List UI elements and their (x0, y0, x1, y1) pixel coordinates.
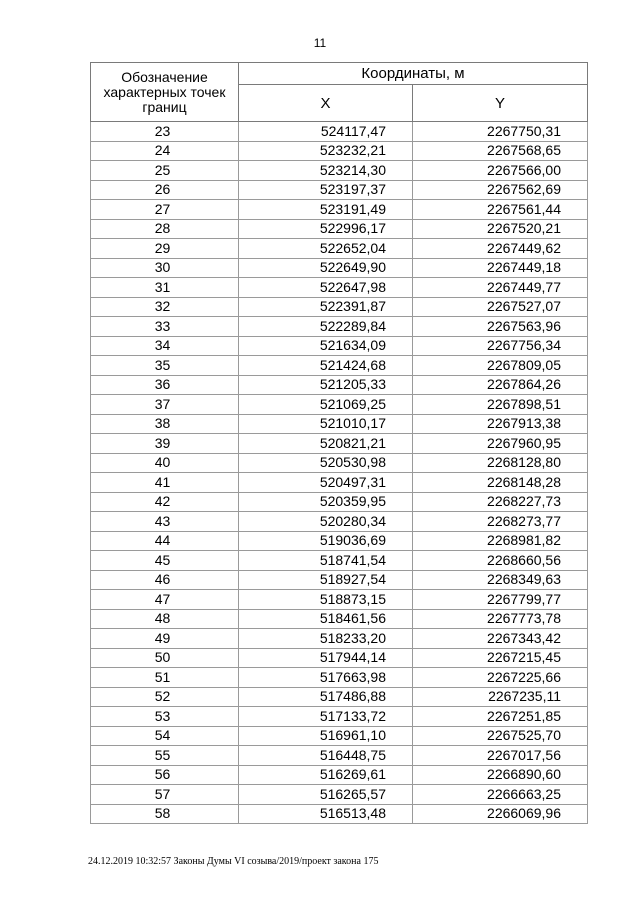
table-row (91, 356, 588, 376)
table-row (91, 629, 588, 649)
y-cell: 2267809,05 (413, 356, 588, 376)
point-cell: 48 (91, 609, 239, 629)
y-cell: 2267525,70 (413, 726, 588, 746)
x-cell: 516961,10 (239, 726, 413, 746)
point-cell: 25 (91, 161, 239, 181)
x-cell: 520530,98 (239, 453, 413, 473)
point-cell: 37 (91, 395, 239, 415)
point-cell: 42 (91, 492, 239, 512)
x-cell: 521205,33 (239, 375, 413, 395)
point-cell: 34 (91, 336, 239, 356)
y-cell: 2268981,82 (413, 531, 588, 551)
y-cell: 2267566,00 (413, 161, 588, 181)
x-cell: 522996,17 (239, 219, 413, 239)
table-row (91, 726, 588, 746)
table-row (91, 453, 588, 473)
header-x: X (239, 85, 413, 122)
y-cell: 2267568,65 (413, 141, 588, 161)
x-cell: 523191,49 (239, 200, 413, 220)
x-cell: 519036,69 (239, 531, 413, 551)
table-row (91, 648, 588, 668)
y-cell: 2267017,56 (413, 746, 588, 766)
footer-stamp: 24.12.2019 10:32:57 Законы Думы VI созыва/2019/проект закона 175 (88, 856, 379, 867)
x-cell: 523214,30 (239, 161, 413, 181)
x-cell: 520280,34 (239, 512, 413, 532)
y-cell: 2267773,78 (413, 609, 588, 629)
table-row (91, 570, 588, 590)
coordinates-table (90, 62, 588, 824)
point-cell: 52 (91, 687, 239, 707)
header-y: Y (413, 85, 588, 122)
point-cell: 24 (91, 141, 239, 161)
point-cell: 28 (91, 219, 239, 239)
x-cell: 521069,25 (239, 395, 413, 415)
table-row (91, 336, 588, 356)
y-cell: 2267750,31 (413, 122, 588, 142)
x-cell: 517133,72 (239, 707, 413, 727)
y-cell: 2267756,34 (413, 336, 588, 356)
y-cell: 2267520,21 (413, 219, 588, 239)
x-cell: 518461,56 (239, 609, 413, 629)
x-cell: 522649,90 (239, 258, 413, 278)
table-row (91, 687, 588, 707)
point-cell: 26 (91, 180, 239, 200)
point-cell: 40 (91, 453, 239, 473)
y-cell: 2268227,73 (413, 492, 588, 512)
x-cell: 521634,09 (239, 336, 413, 356)
x-cell: 522647,98 (239, 278, 413, 298)
table-row (91, 180, 588, 200)
y-cell: 2267563,96 (413, 317, 588, 337)
y-cell: 2267561,44 (413, 200, 588, 220)
point-cell: 36 (91, 375, 239, 395)
y-cell: 2267960,95 (413, 434, 588, 454)
y-cell: 2267235,11 (413, 687, 588, 707)
y-cell: 2267562,69 (413, 180, 588, 200)
point-cell: 41 (91, 473, 239, 493)
x-cell: 518927,54 (239, 570, 413, 590)
point-cell: 45 (91, 551, 239, 571)
y-cell: 2267449,77 (413, 278, 588, 298)
y-cell: 2266890,60 (413, 765, 588, 785)
table-row (91, 414, 588, 434)
y-cell: 2268148,28 (413, 473, 588, 493)
point-cell: 57 (91, 785, 239, 805)
point-cell: 39 (91, 434, 239, 454)
table-row (91, 200, 588, 220)
point-cell: 53 (91, 707, 239, 727)
x-cell: 523232,21 (239, 141, 413, 161)
y-cell: 2267449,18 (413, 258, 588, 278)
table-row (91, 785, 588, 805)
x-cell: 517663,98 (239, 668, 413, 688)
y-cell: 2266069,96 (413, 804, 588, 824)
point-cell: 44 (91, 531, 239, 551)
table-row (91, 297, 588, 317)
y-cell: 2268273,77 (413, 512, 588, 532)
x-cell: 522391,87 (239, 297, 413, 317)
table-row (91, 551, 588, 571)
table-header (91, 63, 588, 122)
table-row (91, 219, 588, 239)
table-body (91, 122, 588, 824)
point-cell: 29 (91, 239, 239, 259)
table-row (91, 239, 588, 259)
x-cell: 520359,95 (239, 492, 413, 512)
x-cell: 520821,21 (239, 434, 413, 454)
point-cell: 50 (91, 648, 239, 668)
table-row (91, 258, 588, 278)
table-row (91, 317, 588, 337)
table-row (91, 122, 588, 142)
point-cell: 54 (91, 726, 239, 746)
point-cell: 55 (91, 746, 239, 766)
x-cell: 522289,84 (239, 317, 413, 337)
x-cell: 516513,48 (239, 804, 413, 824)
x-cell: 518233,20 (239, 629, 413, 649)
point-cell: 46 (91, 570, 239, 590)
table-row (91, 395, 588, 415)
x-cell: 516265,57 (239, 785, 413, 805)
table-row (91, 375, 588, 395)
header-coordinates-group: Координаты, м (239, 63, 588, 85)
table-row (91, 278, 588, 298)
y-cell: 2268128,80 (413, 453, 588, 473)
point-cell: 32 (91, 297, 239, 317)
x-cell: 516269,61 (239, 765, 413, 785)
y-cell: 2267251,85 (413, 707, 588, 727)
y-cell: 2268349,63 (413, 570, 588, 590)
x-cell: 523197,37 (239, 180, 413, 200)
x-cell: 518873,15 (239, 590, 413, 610)
y-cell: 2267898,51 (413, 395, 588, 415)
table-row (91, 804, 588, 824)
page-number: 11 (313, 36, 327, 50)
table-row (91, 512, 588, 532)
x-cell: 516448,75 (239, 746, 413, 766)
x-cell: 524117,47 (239, 122, 413, 142)
table-row (91, 492, 588, 512)
y-cell: 2268660,56 (413, 551, 588, 571)
point-cell: 30 (91, 258, 239, 278)
point-cell: 51 (91, 668, 239, 688)
table-row (91, 473, 588, 493)
point-cell: 43 (91, 512, 239, 532)
x-cell: 518741,54 (239, 551, 413, 571)
table-row (91, 707, 588, 727)
point-cell: 47 (91, 590, 239, 610)
x-cell: 517944,14 (239, 648, 413, 668)
point-cell: 27 (91, 200, 239, 220)
y-cell: 2267864,26 (413, 375, 588, 395)
y-cell: 2267913,38 (413, 414, 588, 434)
table-row (91, 141, 588, 161)
x-cell: 521424,68 (239, 356, 413, 376)
y-cell: 2267343,42 (413, 629, 588, 649)
x-cell: 517486,88 (239, 687, 413, 707)
y-cell: 2267225,66 (413, 668, 588, 688)
point-cell: 35 (91, 356, 239, 376)
x-cell: 522652,04 (239, 239, 413, 259)
x-cell: 520497,31 (239, 473, 413, 493)
y-cell: 2267799,77 (413, 590, 588, 610)
table-row (91, 161, 588, 181)
y-cell: 2267215,45 (413, 648, 588, 668)
table-row (91, 609, 588, 629)
point-cell: 49 (91, 629, 239, 649)
point-cell: 38 (91, 414, 239, 434)
point-cell: 33 (91, 317, 239, 337)
table-row (91, 746, 588, 766)
y-cell: 2267449,62 (413, 239, 588, 259)
point-cell: 56 (91, 765, 239, 785)
point-cell: 58 (91, 804, 239, 824)
point-cell: 31 (91, 278, 239, 298)
table-row (91, 531, 588, 551)
header-point-label: Обозначение характерных точек границ (91, 63, 239, 122)
y-cell: 2266663,25 (413, 785, 588, 805)
table-row (91, 434, 588, 454)
table-row (91, 668, 588, 688)
x-cell: 521010,17 (239, 414, 413, 434)
y-cell: 2267527,07 (413, 297, 588, 317)
table-row (91, 590, 588, 610)
table-row (91, 765, 588, 785)
point-cell: 23 (91, 122, 239, 142)
